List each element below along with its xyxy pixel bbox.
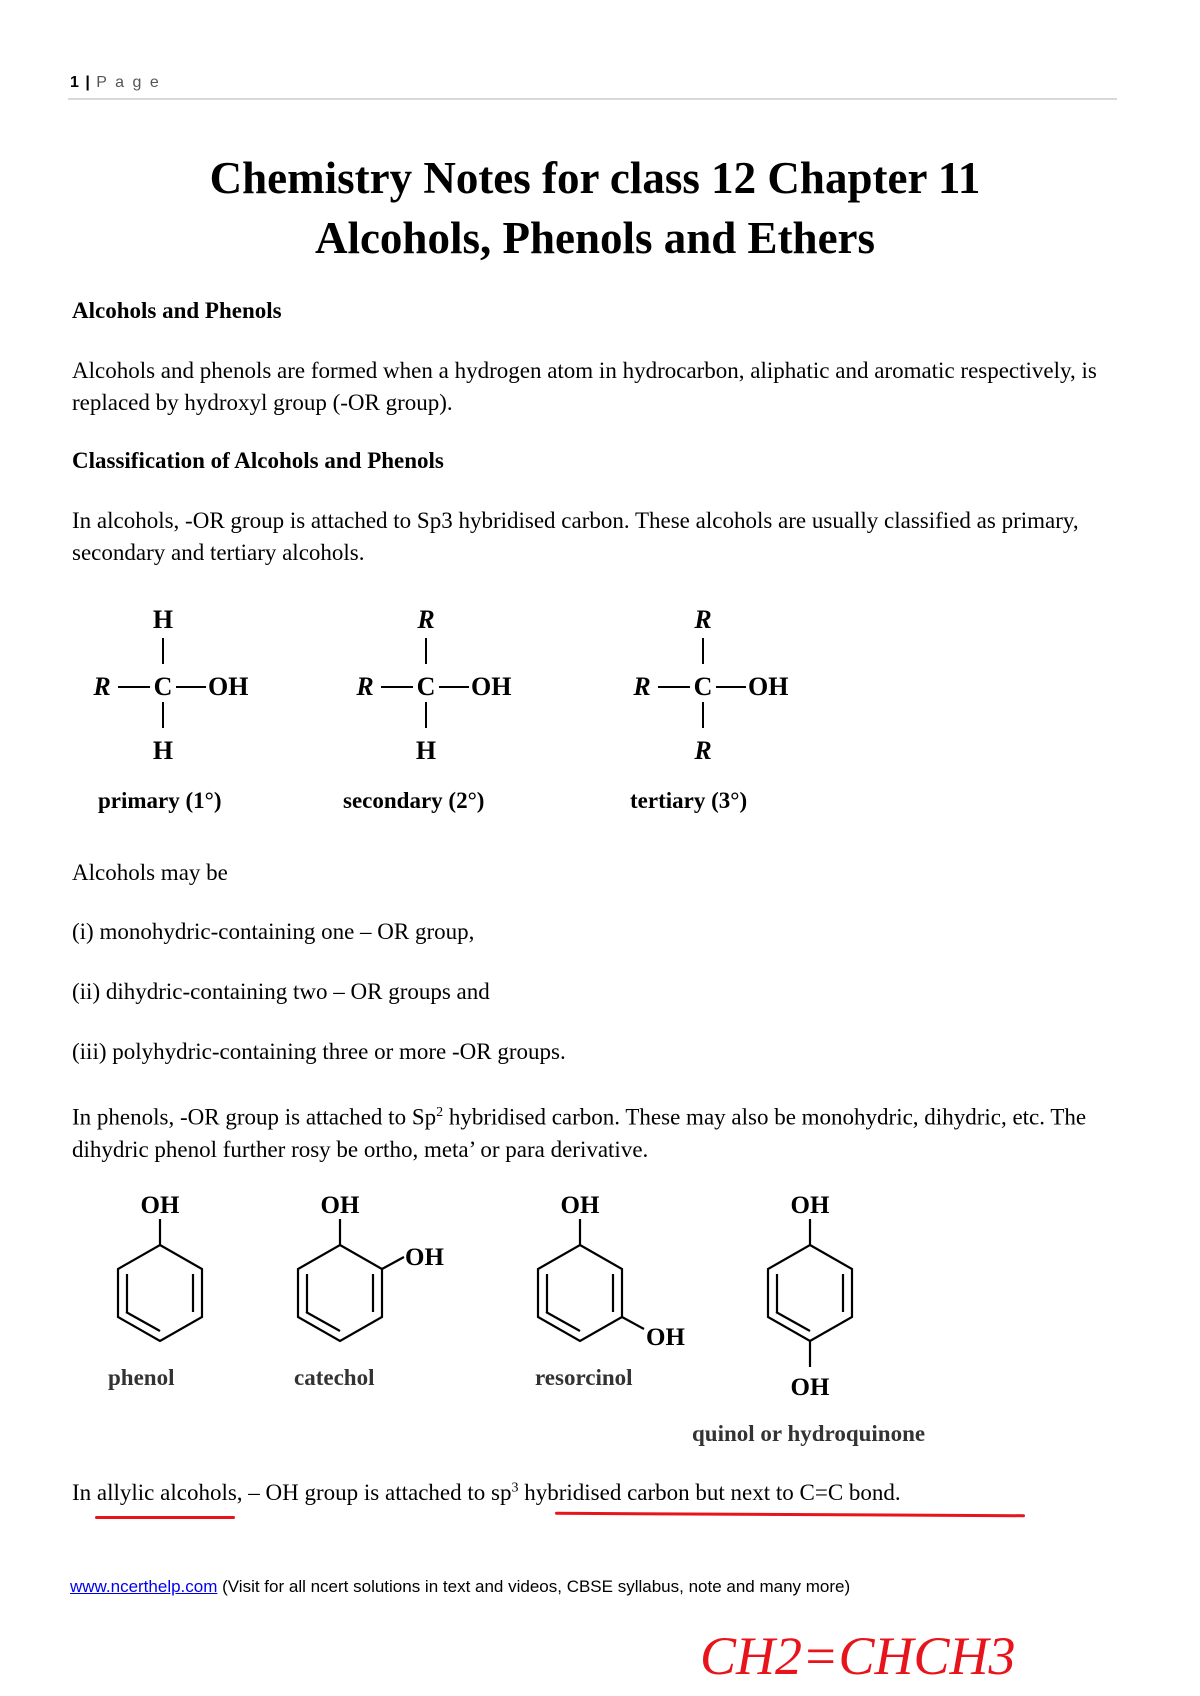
- atom-top: H: [152, 605, 174, 634]
- caption-secondary: secondary (2°): [343, 788, 485, 813]
- handwritten-formula: CH2=CHCH3: [700, 1626, 1016, 1686]
- atom-top: R: [694, 605, 712, 634]
- page-label: P a g e: [96, 74, 161, 91]
- section-heading-alcohols-phenols: Alcohols and Phenols: [72, 298, 282, 323]
- classification-paragraph: In alcohols, -OR group is attached to Sp3 hybridised carbon. These alcohols are usually classified as primary, secondary and tertiary alcohols.: [72, 508, 1079, 565]
- oh-label: OH: [560, 1192, 600, 1219]
- atom-center: C: [693, 672, 713, 701]
- atom-bottom: H: [152, 736, 174, 765]
- oh-label: OH: [320, 1192, 360, 1219]
- list-item-monohydric: (i) monohydric-containing one – OR group,: [72, 919, 475, 944]
- page-title-line2: Alcohols, Phenols and Ethers: [314, 213, 876, 263]
- list-item-polyhydric: (iii) polyhydric-containing three or more -OR groups.: [72, 1039, 566, 1064]
- page-number: 1: [70, 74, 79, 91]
- phenol-structures-figure: [80, 1185, 980, 1455]
- allylic-alcohols-line: In allylic alcohols, – OH group is attached to $sp^3$ hybridised carbon but next to C=C bond.: [72, 1480, 901, 1505]
- oh-label: OH: [140, 1192, 180, 1219]
- atom-center: C: [153, 672, 173, 701]
- alcohol-structures-figure: [80, 596, 840, 816]
- atom-right: OH: [748, 672, 789, 701]
- caption-catechol: catechol: [294, 1365, 375, 1390]
- footer-link[interactable]: www.ncerthelp.com: [70, 1577, 218, 1596]
- atom-left: R: [356, 672, 374, 701]
- page-header: 1 | P a g e: [70, 74, 161, 91]
- caption-tertiary: tertiary (3°): [630, 788, 748, 813]
- oh-label: OH: [790, 1374, 830, 1401]
- oh-label: OH: [790, 1192, 830, 1219]
- phenols-paragraph: In phenols, -OR group is attached to Sp$^2$ hybridised carbon. These may also be monohydric, dihydric, etc. The dihydric phenol further rosy be ortho, meta’ or para derivative.: [72, 1104, 1087, 1162]
- header-divider: [68, 98, 1117, 100]
- oh-label: OH: [646, 1324, 685, 1351]
- atom-bottom: R: [694, 736, 712, 765]
- footer-text: (Visit for all ncert solutions in text and videos, CBSE syllabus, note and many more): [217, 1577, 851, 1596]
- caption-resorcinol: resorcinol: [535, 1365, 633, 1390]
- atom-top: R: [417, 605, 435, 634]
- atom-right: OH: [471, 672, 512, 701]
- handwritten-formula-annotation: [690, 1610, 1050, 1696]
- section-heading-classification: Classification of Alcohols and Phenols: [72, 448, 444, 473]
- oh-label: OH: [405, 1244, 444, 1271]
- red-underline-annotation: [555, 1512, 1025, 1517]
- definition-paragraph: Alcohols and phenols are formed when a hydrogen atom in hydrocarbon, aliphatic and aromatic respectively, is replaced by hydroxyl group (-OR group).: [72, 358, 1097, 415]
- atom-center: C: [416, 672, 436, 701]
- caption-quinol: quinol or hydroquinone: [692, 1421, 926, 1446]
- page-title-line1: Chemistry Notes for class 12 Chapter 11: [209, 153, 981, 203]
- list-item-dihydric: (ii) dihydric-containing two – OR groups and: [72, 979, 490, 1004]
- atom-bottom: H: [415, 736, 437, 765]
- atom-right: OH: [208, 672, 249, 701]
- footer: [70, 1577, 850, 1597]
- secondary-alcohol-structure: [343, 605, 511, 813]
- tertiary-alcohol-structure: [630, 605, 788, 813]
- red-underline-annotation: [95, 1516, 235, 1519]
- atom-left: R: [93, 672, 111, 701]
- atom-left: R: [633, 672, 651, 701]
- primary-alcohol-structure: [92, 605, 248, 813]
- caption-phenol: phenol: [108, 1365, 175, 1390]
- caption-primary: primary (1°): [98, 788, 222, 813]
- alcohols-intro: Alcohols may be: [72, 860, 228, 885]
